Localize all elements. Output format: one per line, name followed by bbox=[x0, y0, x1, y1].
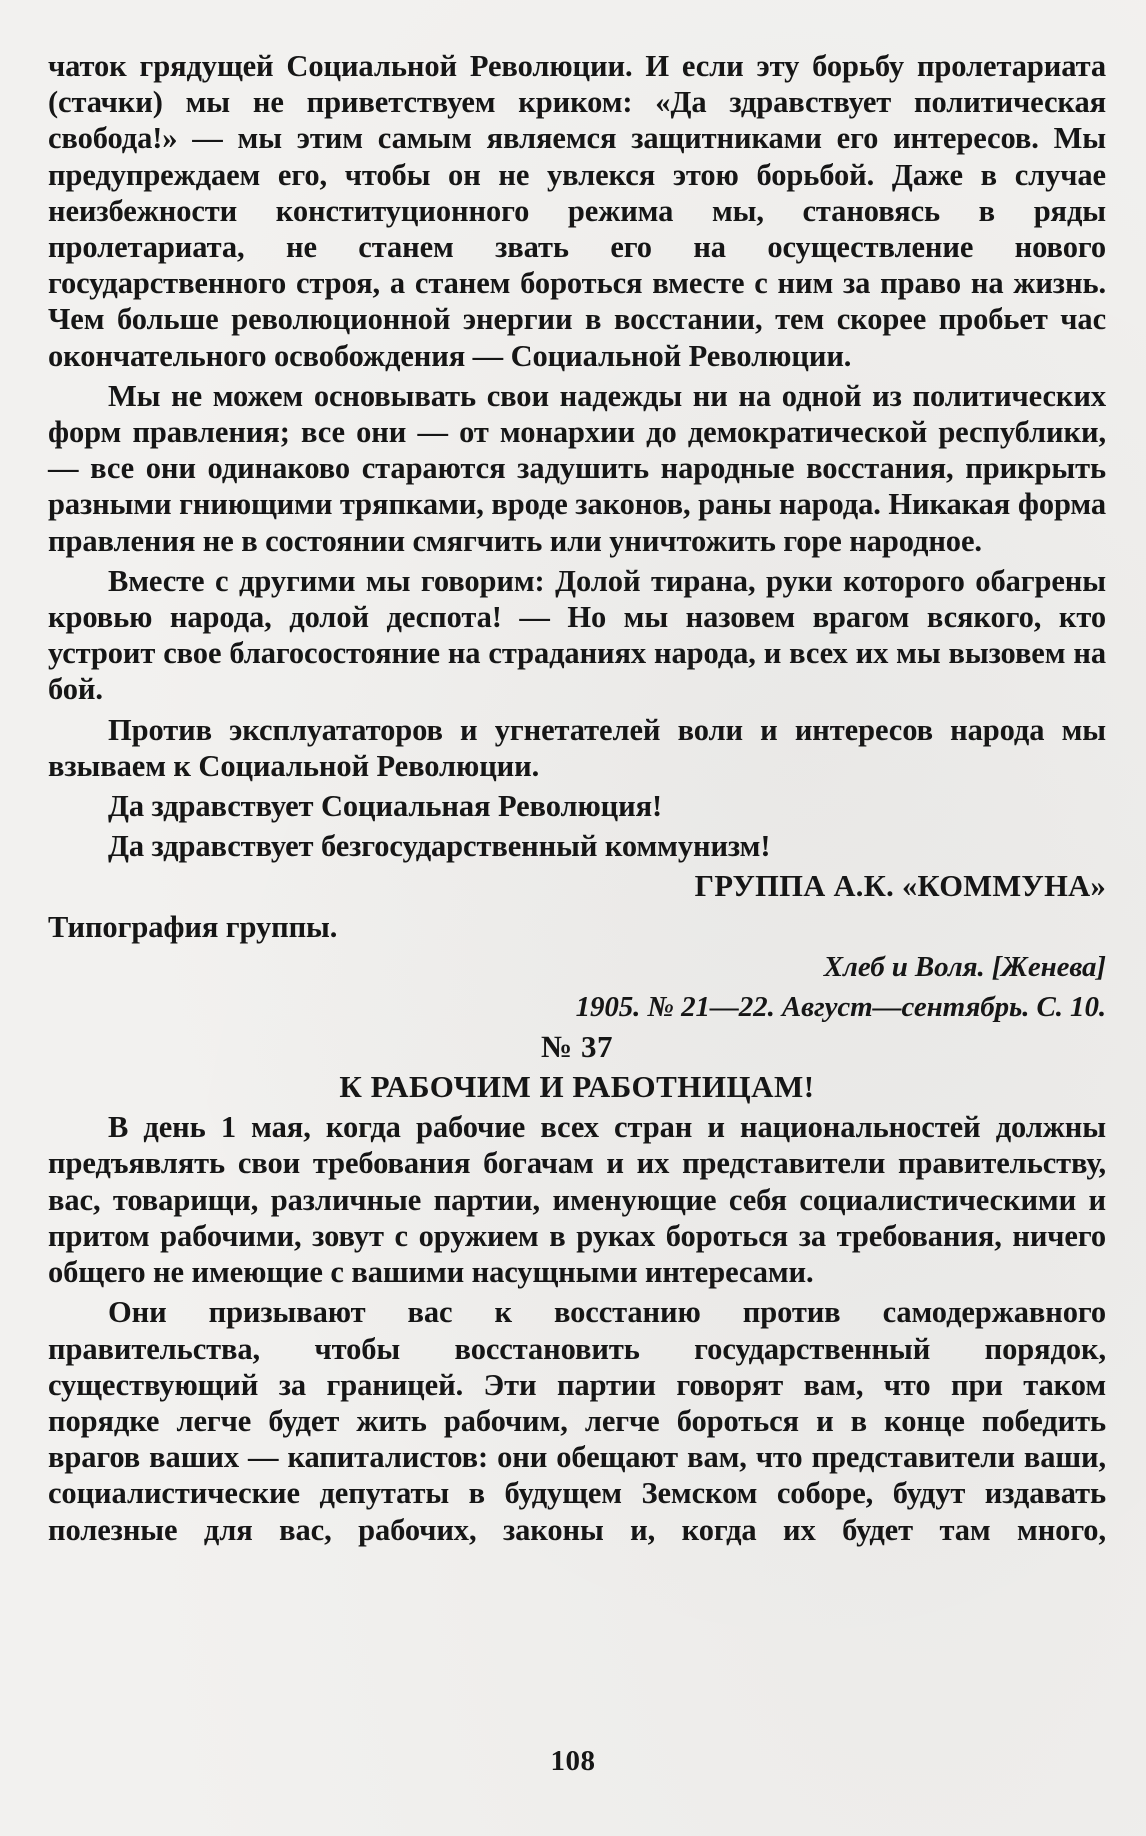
source-line-2: 1905. № 21—22. Август—сентябрь. С. 10. bbox=[575, 990, 1106, 1023]
paragraph-5: Да здравствует Социальная Революция! bbox=[108, 789, 663, 824]
paragraph-6: Да здравствует безгосударственный коммунизм! bbox=[108, 829, 771, 864]
page-number: 108 bbox=[550, 1745, 596, 1777]
group-signature: ГРУППА А.К. «КОММУНА» bbox=[694, 869, 1106, 904]
source-line-1: Хлеб и Воля. [Женева] bbox=[823, 950, 1106, 983]
paragraph-1: чаток грядущей Социальной Революции. И если эту борьбу пролетариата (стачки) мы не приветствуем криком: «Да здравствует политическая свобода!» — мы этим самым являемся защитниками его интересов. Мы предупреждаем его, чтобы он не увлекся этою борьбой. Даже в случае неизбежности конституционного режима мы, становясь в ряды пролетариата, не станем звать его на осуществление нового государственного строя, а станем бороться вместе с ним за право на жизнь. Чем больше революционной энергии в восстании, тем скорее пробьет час окончательного освобождения — Социальной Революции. bbox=[48, 49, 1106, 373]
document-title: К РАБОЧИМ И РАБОТНИЦАМ! bbox=[339, 1069, 815, 1105]
paragraph-7: В день 1 мая, когда рабочие всех стран и национальностей должны предъявлять свои требования богачам и их представители правительству, вас, товарищи, различные партии, именующие себя социалистическими и притом рабочими, зовут с оружием в руках бороться за требования, ничего общего не имеющие с вашими насущными интересами. bbox=[48, 1110, 1106, 1290]
page-text bbox=[48, 48, 1106, 1552]
document-number: № 37 bbox=[541, 1028, 613, 1064]
paragraph-8: Они призывают вас к восстанию против самодержавного правительства, чтобы восстановить государственный порядок, существующий за границей. Эти партии говорят вам, что при таком порядке легче будет жить рабочим, легче бороться и в конце победить врагов ваших — капиталистов: они обещают вам, что представители ваши, социалистические депутаты в будущем Земском соборе, будут издавать полезные для вас, рабочих, законы и, когда их будет там много, bbox=[48, 1295, 1106, 1547]
typography-note: Типография группы. bbox=[48, 909, 338, 944]
paragraph-4: Против эксплуататоров и угнетателей воли и интересов народа мы взываем к Социальной Революции. bbox=[48, 712, 1106, 783]
paragraph-2: Мы не можем основывать свои надежды ни на одной из политических форм правления; все они — от монархии до демократической республики, — все они одинаково стараются задушить народные восстания, прикрыть разными гниющими тряпками, вроде законов, раны народа. Никакая форма правления не в состоянии смягчить или уничтожить горе народное. bbox=[48, 378, 1106, 558]
paragraph-3: Вместе с другими мы говорим: Долой тирана, руки которого обагрены кровью народа, долой деспота! — Но мы назовем врагом всякого, кто устроит свое благосостояние на страданиях народа, и всех их мы вызовем на бой. bbox=[48, 563, 1106, 707]
